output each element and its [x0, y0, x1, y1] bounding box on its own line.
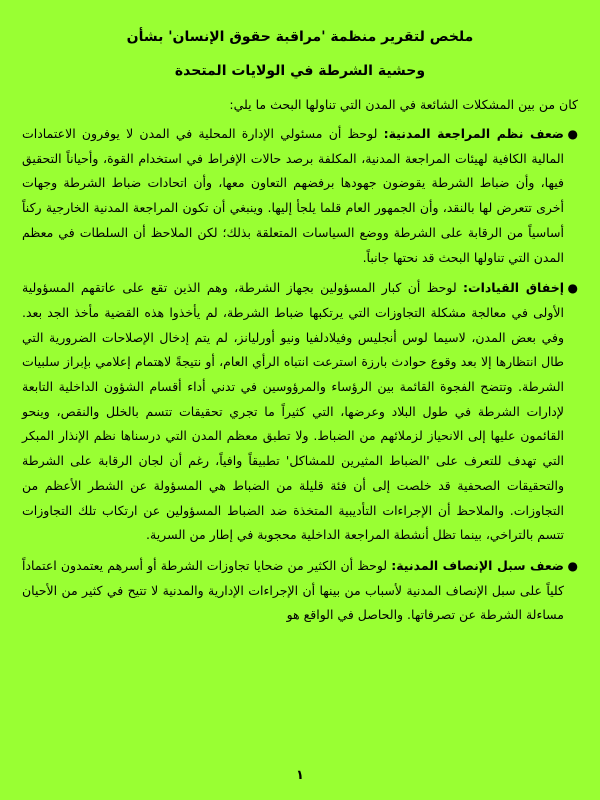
item-heading: ضعف نظم المراجعة المدنية: [383, 126, 564, 141]
item-heading: ضعف سبل الإنصاف المدنية: [391, 557, 565, 573]
document-title-line-2: وحشية الشرطة في الولايات المتحدة [174, 63, 426, 79]
item-heading: إخفاق القيادات: [463, 280, 564, 296]
list-item-leadership-failure [22, 276, 578, 548]
item-body: لوحظ أن مسئولي الإدارة المحلية في المدن لا يوفرون الاعتمادات المالية الكافية لهيئات المراجعة المدنية، المكلفة برصد حالات الإفراط في استخدام القوة، وأحياناً التحقيق فيها، وأن ضباط الشرطة يقوضون جهودها برفضهم التعاون معها، وأن اتحادات ضباط الشرطة وجهات أخرى تتعرض لها بالنقد، وأن الجمهور العام قلما يلجأ إليها. وينبغي أن تكون المراجعة المدنية الخارجية ركناً أساسياً من الرقابة على الشرطة ووضع السياسات المتعلقة بذلك؛ لكن الملاحظ أن السلطات في معظم المدن التي تناولها البحث قد نحتها جانباً. [22, 126, 564, 265]
list-item-civil-remedies [22, 554, 578, 628]
issues-list [22, 122, 578, 628]
list-item-civil-review [22, 122, 578, 270]
page-number: ١ [296, 768, 304, 783]
bullet-icon: ● [567, 281, 578, 296]
bullet-icon: ● [567, 127, 578, 141]
intro-paragraph: كان من بين المشكلات الشائعة في المدن التي تناولها البحث ما يلي: [229, 97, 578, 112]
document-title-line-1: ملخص لتقرير منظمة 'مراقبة حقوق الإنسان' بشأن [126, 29, 474, 45]
bullet-icon: ● [567, 558, 578, 573]
item-body: لوحظ أن كبار المسؤولين بجهاز الشرطة، وهم الذين تقع على عاتقهم المسؤولية الأولى في معالجة مشكلة التجاوزات التي يرتكبها ضباط الشرطة، لم يأخذوا هذه القضية مأخذ الجد بعد. وفي بعض المدن، لاسيما لوس أنجليس وفيلادلفيا ونيو أورليانز، لم يتم إدخال الإصلاحات الضرورية التي طال انتظارها إلا بعد وقوع حوادث بارزة استرعت انتباه الرأي العام، أو نتيجةً لاهتمام إعلامي بإبراز سلبيات الشرطة. وتتضح الفجوة القائمة بين الرؤساء والمرؤوسين في تدني أداء أقسام الشؤون الداخلية التابعة لإدارات الشرطة في طول البلاد وعرضها، التي كثيراً ما تجري تحقيقات تتسم بالخلل والنقص، وينحو القائمون عليها إلى الانحياز لزملائهم من الضباط. ولا تطبق معظم المدن التي درسناها نظم الإنذار المبكر التي تهدف للتعرف على 'الضباط المثيرين للمشاكل' تطبيقاً وافياً، رغم أن لجان الرقابة على الشرطة والتحقيقات الصحفية قد خلصت إلى أن فئة قليلة من الضباط هي المسؤولة عن الشطر الأعظم من التجاوزات. والملاحظ أن الإجراءات التأديبية المتخذة ضد الضباط المسؤولين عن ارتكاب تلك التجاوزات تتسم بالتراخي، بينما تظل أنشطة المراجعة الداخلية محجوبة في إطار من السرية. [22, 280, 564, 543]
item-body: لوحظ أن الكثير من ضحايا تجاوزات الشرطة أو أسرهم يعتمدون اعتماداً كلياً على سبل الإنصاف المدنية لأسباب من بينها أن الإجراءات الإدارية والمدنية لا تتيح في كثير من الأحيان مساءلة الشرطة عن تصرفاتها. والحاصل في الواقع هو [22, 557, 564, 623]
